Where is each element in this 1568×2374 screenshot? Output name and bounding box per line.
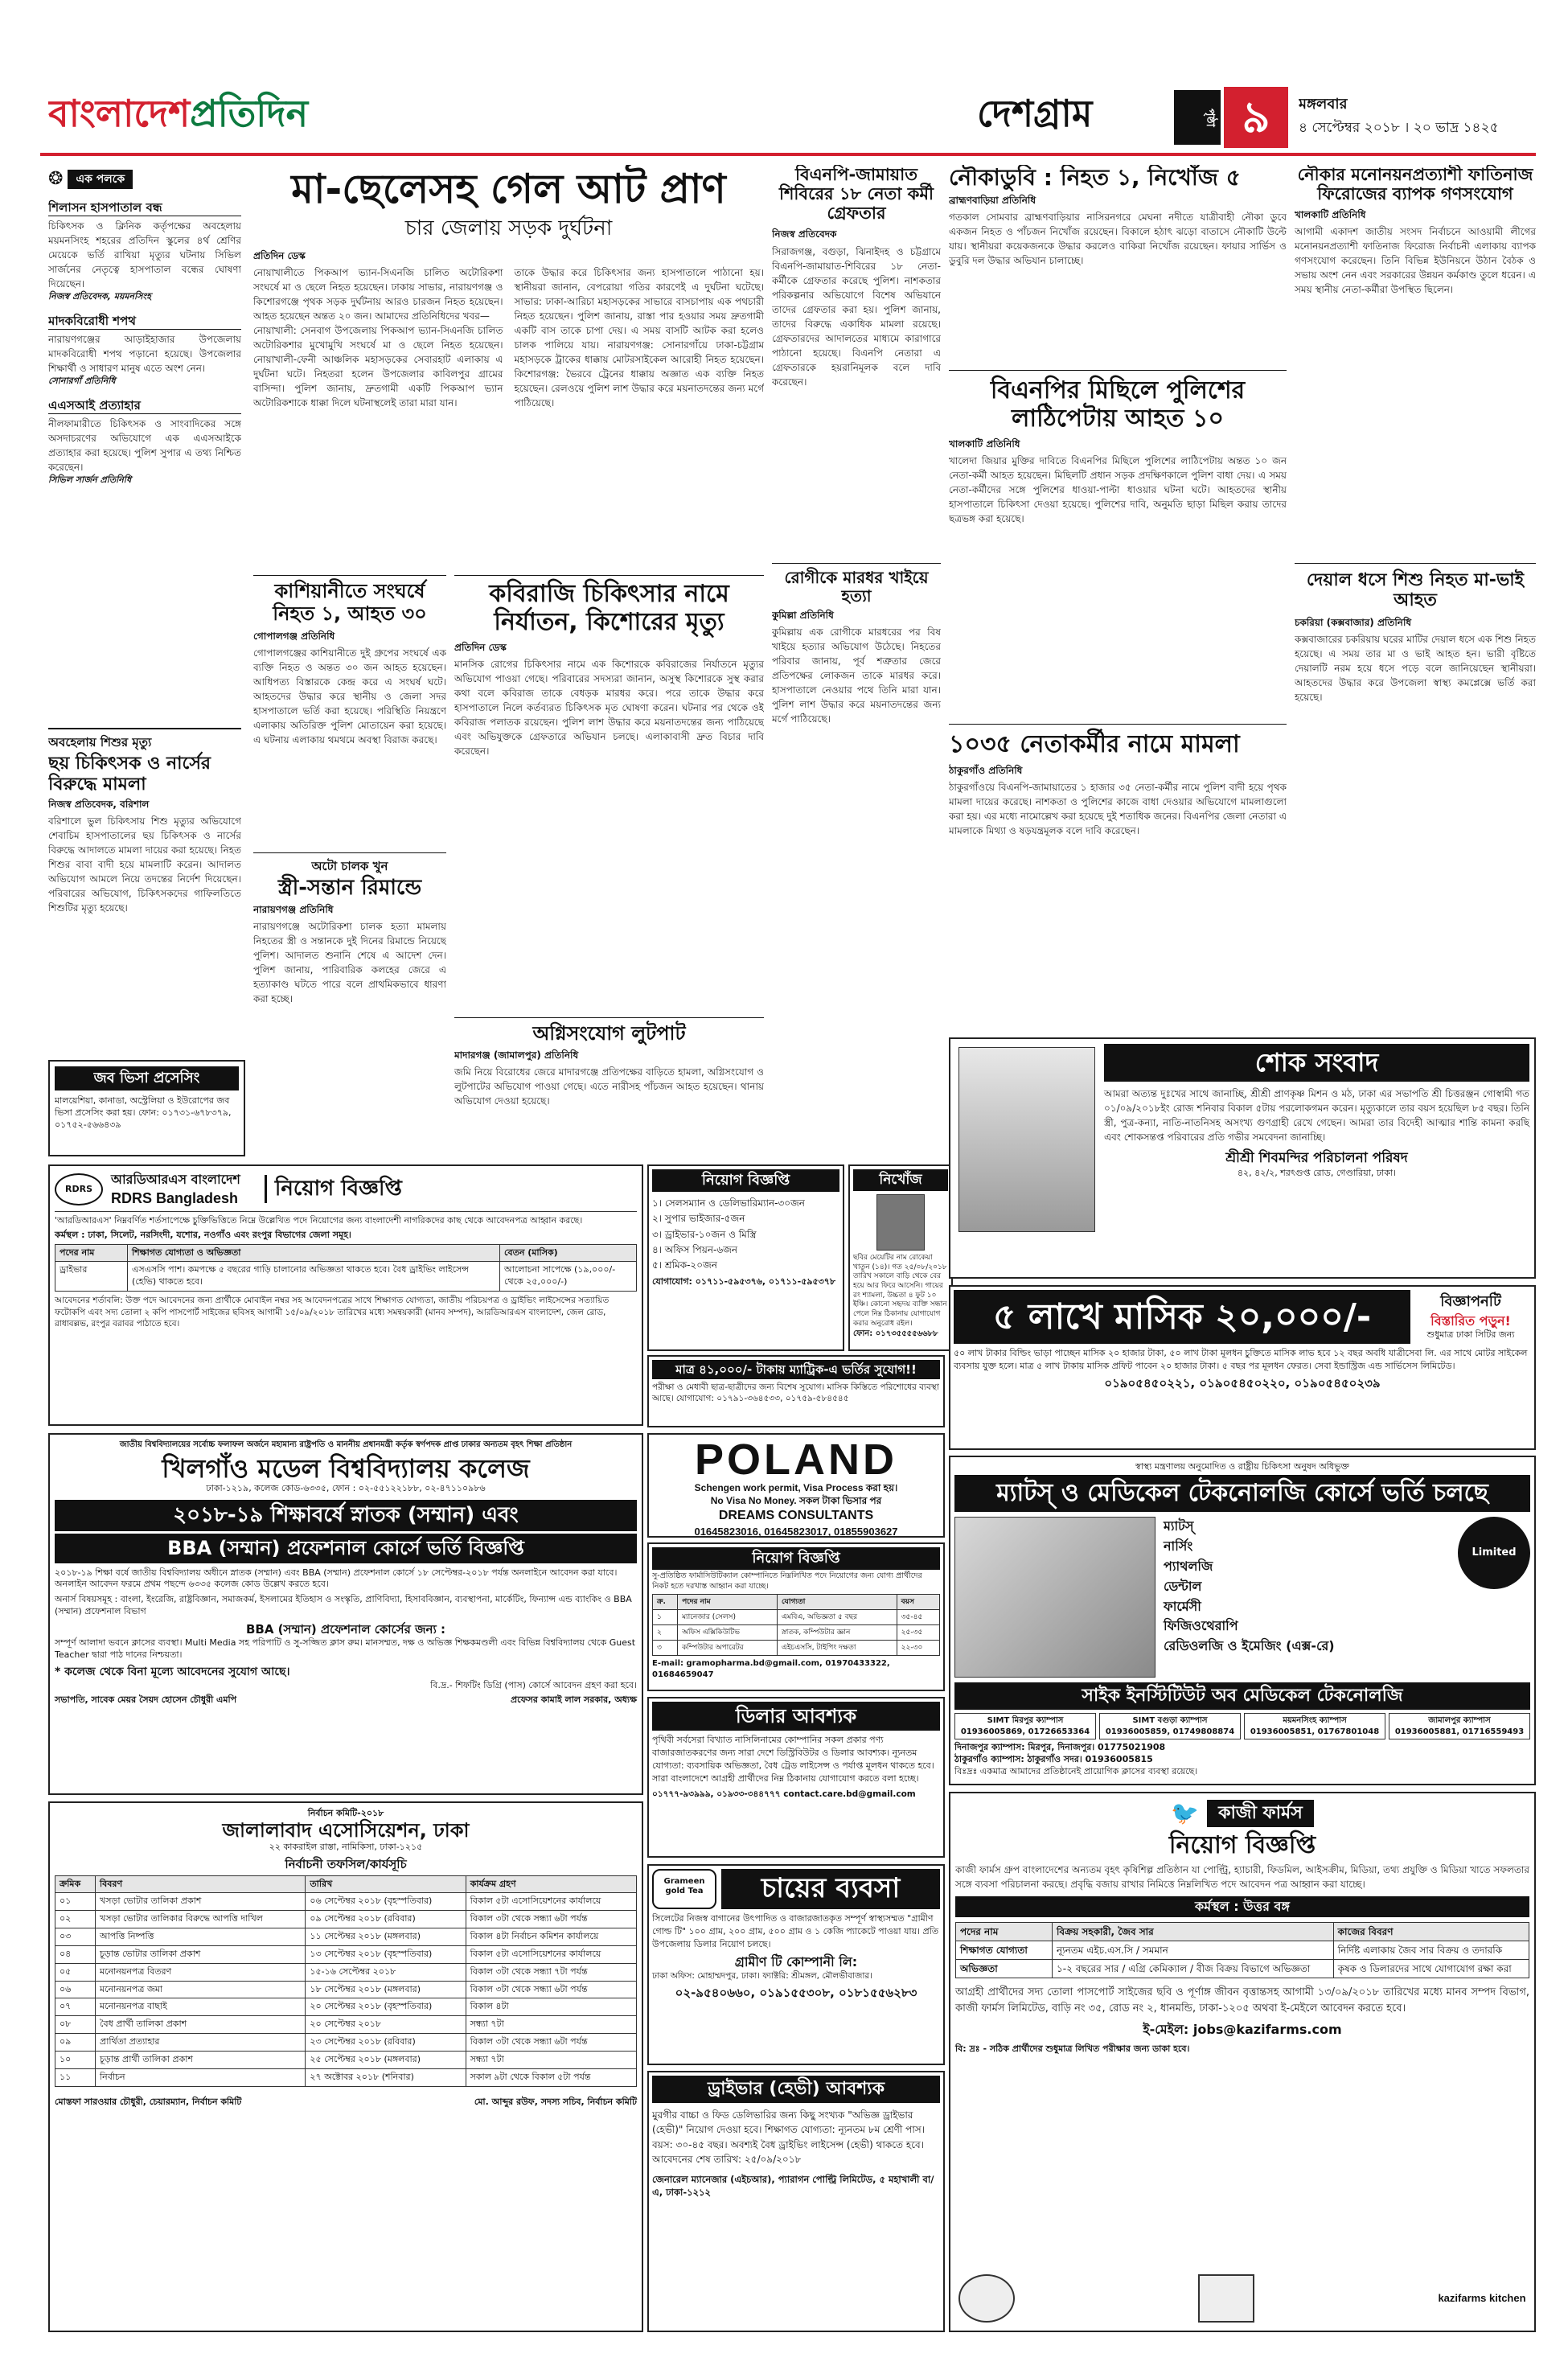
medical-photo xyxy=(954,1517,1155,1678)
boat-capsize-text: গতকাল সোমবার ব্রাহ্মণবাড়িয়ার নাসিরনগরে মেঘনা নদীতে যাত্রীবাহী নৌকা ডুবে একজন নিহত ও পাঁচজন নিখোঁজ রয়েছেন। বিকালে হঠাৎ ঝড়ো বাতাসে নৌকাটি উল্টে যায়। স্থানীয়রা কয়েকজনকে উদ্ধার করলেও বাকিরা নিখোঁজ রয়েছেন। ফায়ার সার্ভিস ও ডুবুরি দল উদ্ধার অভিযান চালাচ্ছে। xyxy=(949,212,1287,267)
medical-footer-3: বিঃদ্রঃ একমাত্র আমাদের প্রতিষ্ঠানেই প্রায়োগিক ক্লাসের ব্যবস্থা রয়েছে। xyxy=(954,1765,1198,1776)
recruit-table: ক্র. পদের নাম যোগ্যতা বয়স ১ ম্যানেজার (সেলস) এমবিএ, অভিজ্ঞতা ৫ বছর ৩৫-৪৫ ২ অফিস এক্সিকিউটিভ স্নাতক, কম্পিউটার জ্ঞান ২৫-৩৫ ৩ কম্পিউটার অপারেটর এইচএসসি, টাইপিং দক্ষতা ২২-৩০ xyxy=(652,1594,940,1657)
missing-title: নিখোঁজ xyxy=(853,1169,948,1191)
harassment-story xyxy=(1295,165,1536,559)
clash-text: গোপালগঞ্জের কাশিয়ানীতে দুই গ্রুপের সংঘর্ষে এক ব্যক্তি নিহত ও অন্তত ৩০ জন আহত হয়েছেন। আধিপত্য বিস্তারকে কেন্দ্র করে এ সংঘর্ষ ঘটে। আহতদের উদ্ধার করে স্থানীয় ও জেলা সদর হাসপাতালে ভর্তি করা হয়েছে। পরিস্থিতি নিয়ন্ত্রণে এলাকায় অতিরিক্ত পুলিশ মোতায়েন করা হয়েছে। এ ঘটনায় এলাকায় থমথমে অবস্থা বিরাজ করছে। xyxy=(253,647,446,746)
recruit-small-contact: যোগাযোগ: ০১৭১১-৫৯৫৩৭৬, ০১৭১১-৫৯৫৩৭৮ xyxy=(652,1276,836,1288)
arson-byline: মাদারগঞ্জ (জামালপুর) প্রতিনিধি xyxy=(454,1049,579,1061)
kazi-kitchen-logo: kazifarms kitchen xyxy=(1438,2292,1526,2305)
bnp-arrest-text: সিরাজগঞ্জ, বগুড়া, ঝিনাইদহ ও চট্টগ্রামে বিএনপি-জামায়াত-শিবিরের ১৮ নেতা-কর্মীকে গ্রেফতার করেছে পুলিশ। নাশকতার পরিকল্পনার অভিযোগে বিশেষ অভিযানে তাদের গ্রেফতার করা হয়। পুলিশ জানায়, তাদের বিরুদ্ধে একাধিক মামলা রয়েছে। গ্রেফতারদের আদালতের মাধ্যমে কারাগারে পাঠানো হয়েছে। বিএনপি নেতারা এ গ্রেফতারকে হয়রানিমূলক বলে দাবি করেছেন। xyxy=(772,245,941,388)
kazi-brand: কাজী ফার্মস xyxy=(1207,1800,1314,1827)
table-row: ০৬ মনোনয়নপত্র জমা ১৮ সেপ্টেম্বর ২০১৮ (মঙ্গলবার) বিকাল ৩টা থেকে সন্ধ্যা ৬টা পর্যন্ত xyxy=(55,1981,637,1998)
wall-collapse-byline: চকরিয়া (কক্সবাজার) প্রতিনিধি xyxy=(1295,616,1412,628)
rdrs-logo: RDRS xyxy=(55,1173,103,1205)
section-title: দেশগ্রাম xyxy=(977,92,1093,135)
neglect-headline: ছয় চিকিৎসক ও নার্সের বিরুদ্ধে মামলা xyxy=(48,754,211,795)
table-row: ১১ নির্বাচন ২৭ অক্টোবর ২০১৮ (শনিবার) সকাল ৯টা থেকে বিকাল ৫টা পর্যন্ত xyxy=(55,2068,637,2086)
issue-date: ৪ সেপ্টেম্বর ২০১৮ । ২০ ভাদ্র ১৪২৫ xyxy=(1299,120,1499,136)
kazi-intro: কাজী ফার্মস গ্রুপ বাংলাদেশের অন্যতম বৃহৎ কৃষিশিল্প প্রতিষ্ঠান যা পোল্ট্রি, হ্যাচারী, ফিডমিল, আইসক্রীম, মিডিয়া, তথ্য প্রযুক্তি ও মিডিয়া খাতে সফলতার সঙ্গে ব্যবসা পরিচালনা করছে। প্রবৃদ্ধি বজায় রাখার নিমিত্তে নিম্নলিখিত পদে আবেদন পত্র আহ্বান করা যাচ্ছে। xyxy=(955,1864,1529,1891)
college-name: খিলগাঁও মডেল বিশ্ববিদ্যালয় কলেজ xyxy=(162,1452,530,1484)
tea-ad xyxy=(647,1864,945,2065)
tea-company: গ্রামীণ টি কোম্পানী লি: xyxy=(734,1953,858,1969)
logo xyxy=(48,88,466,145)
rdrs-footer: আবেদনের শর্তাবলি: উক্ত পদে আবেদনের জন্য প্রার্থীকে মোবাইল নম্বর সহ আবেদনপত্রের সাথে শিক্ষাগত যোগ্যতা, জাতীয় পরিচয়পত্র ও ড্রাইভিং লাইসেন্সের সত্যায়িত ফটোকপি এবং সদ্য তোলা ২ কপি পাসপোর্ট সাইজের ছবিসহ আগামী ১৫/০৯/২০১৮ তারিখের মধ্যে সমন্বয়কারী (মানব সম্পদ), আরডিআরএস বাংলাদেশ, জেল রোড, রাধাবল্লভ, রংপুর বরাবর পাঠাতে হবে। xyxy=(55,1296,610,1329)
campus: ময়মনসিংহ ক্যাম্পাস 01936005851, 01767801048 xyxy=(1244,1713,1385,1739)
kazi-apply: আগ্রহী প্রার্থীদের সদ্য তোলা পাসপোর্ট সাইজের ছবি ও পূর্ণাঙ্গ জীবন বৃত্তান্তসহ আগামী ১৩/০৯/২০১৮ তারিখের মধ্যে মানব সম্পদ বিভাগ, কাজী ফার্মস লিমিটেড, বাড়ি নং ৩৫, রোড নং ২, ধানমন্ডি, ঢাকা-১২০৫ অথবা ই-মেইলে আবেদন করতে হবে। xyxy=(955,1986,1529,2015)
condolence-text: আমরা অত্যন্ত দুঃখের সাথে জানাচ্ছি, শ্রীশ্রী প্রাণকৃষ্ণ মিশন ও মঠ, ঢাকা এর সভাপতি শ্রী চিত্তরঞ্জন গোস্বামী গত ০১/০৯/২০১৮ইং রোজ শনিবার বিকাল ৫টায় পরলোকগমন করেন। মৃত্যুকালে তার বয়স হয়েছিল ৮৫ বছর। তিনি স্ত্রী, পুত্র-কন্যা, নাতি-নাতনিসহ অসংখ্য গুণগ্রাহী রেখে গেছেন। আমরা তার বিদেহী আত্মার শান্তি কামনা করছি এবং শোকসন্তপ্ত পরিবারের প্রতি গভীর সমবেদনা জানাচ্ছি। xyxy=(1104,1088,1529,1144)
college-body: ২০১৮-১৯ শিক্ষা বর্ষে জাতীয় বিশ্ববিদ্যালয় অধীনে স্নাতক (সম্মান) এবং BBA (সম্মান) প্রফেশনাল কোর্সে ১৮ সেপ্টেম্বর-২০১৮ পর্যন্ত অনলাইনে আবেদন করা যাবে। অনলাইন আবেদন ফরমে প্রথম পছন্দে ৬৩৩৫ কলেজ কোড উল্লেখ করতে হবে। xyxy=(55,1567,618,1590)
list-item: ফিজিওথেরাপি xyxy=(1164,1618,1238,1634)
kabiraj-byline: প্রতিদিন ডেস্ক xyxy=(454,642,507,653)
glance-column xyxy=(48,167,241,722)
election-address: ২২ কাকরাইল রাস্তা, নামিকিসা, ঢাকা-১২১৫ xyxy=(269,1842,423,1853)
main-byline: প্রতিদিন ডেস্ক xyxy=(253,249,306,261)
recruit-table-ad xyxy=(647,1542,945,1691)
missing-photo xyxy=(876,1194,925,1251)
driver-murder-headline: স্ত্রী-সন্তান রিমান্ডে xyxy=(277,876,422,901)
rdrs-title: নিয়োগ বিজ্ঞপ্তি xyxy=(265,1175,402,1203)
spiral-icon: ❂ xyxy=(48,169,64,190)
table-header: শিক্ষাগত যোগ্যতা ও অভিজ্ঞতা xyxy=(128,1244,500,1262)
bnp-arrest-byline: নিজস্ব প্রতিবেদক xyxy=(772,228,837,240)
kabiraj-text: মানসিক রোগের চিকিৎসার নামে এক কিশোরকে কবিরাজের নির্যাতনে মৃত্যুর অভিযোগ পাওয়া গেছে। পরিবারের সদস্যরা জানান, অসুস্থ কিশোরকে সুস্থ করার কথা বলে কবিরাজ তাকে বেধড়ক মারধর করে। পরে তাকে উদ্ধার করে হাসপাতালে নিলে কর্তব্যরত চিকিৎসক মৃত ঘোষণা করেন। ঘটনার পর থেকে ওই কবিরাজ পলাতক রয়েছেন। পুলিশ লাশ উদ্ধার করে ময়নাতদন্তের জন্য পাঠিয়েছে এবং অভিযুক্তকে গ্রেফতারে অভিযান চলছে। এলাকাবাসী দ্রুত বিচার দাবি করেছেন। xyxy=(454,659,764,758)
driver-ad-address: জেনারেল ম্যানেজার (এইচআর), প্যারাগন পোল্ট্রি লিমিটেড, ৫ মহাখালী বা/এ, ঢাকা-১২১২ xyxy=(652,2174,934,2198)
main-subhead: চার জেলায় সড়ক দুর্ঘটনা xyxy=(404,216,613,240)
list-item: প্যাথলজি xyxy=(1164,1558,1213,1574)
salary-big-side-1: বিজ্ঞাপনটি xyxy=(1440,1293,1501,1311)
boat-capsize-byline: ব্রাহ্মণবাড়িয়া প্রতিনিধি xyxy=(949,195,1036,207)
arson-text: জমি নিয়ে বিরোধের জেরে মাদারগঞ্জে প্রতিপক্ষের বাড়িতে হামলা, অগ্নিসংযোগ ও লুটপাটের অভিযোগ পাওয়া গেছে। এতে নারীসহ পাঁচজন আহত হয়েছেন। থানায় অভিযোগ দেওয়া হয়েছে। xyxy=(454,1066,764,1107)
glance-item-title: মাদকবিরোধী শপথ xyxy=(48,313,241,330)
salary-big-phones: ০১৯০৫৪৫০২২১, ০১৯০৫৪৫০২২০, ০১৯০৫৪৫০২৩৯ xyxy=(1104,1376,1381,1391)
list-item: ফার্মেসী xyxy=(1164,1598,1201,1614)
glance-item xyxy=(48,313,241,388)
election-kicker: নির্বাচন কমিটি-২০১৮ xyxy=(307,1808,384,1818)
wall-collapse-story xyxy=(1295,563,1536,1029)
driver-murder-kicker: অটো চালক খুন xyxy=(311,859,388,873)
college-note: * কলেজ থেকে বিনা মূল্যে আবেদনের সুযোগ আছে। xyxy=(55,1665,290,1678)
lathi-charge-story xyxy=(949,370,1287,716)
medical-institute: সাইক ইনস্টিটিউট অব মেডিকেল টেকনোলজি xyxy=(954,1682,1530,1710)
case-1035-story xyxy=(949,724,1287,1029)
bnp-arrest-headline: বিএনপি-জামায়াত শিবিরের ১৮ নেতা কর্মী গ্রেফতার xyxy=(778,165,934,224)
neglect-text: বরিশালে ভুল চিকিৎসায় শিশু মৃত্যুর অভিযোগে শেবাচিম হাসপাতালের ছয় চিকিৎসক ও নার্সের বিরুদ্ধে আদালতে মামলা দায়ের করা হয়েছে। নিহত শিশুর বাবা বাদী হয়ে মামলাটি করেন। আদালত অভিযোগ আমলে নিয়ে তদন্তের নির্দেশ দিয়েছেন। পরিবারের অভিযোগ, চিকিৎসকদের গাফিলতিতে শিশুটির মৃত্যু হয়েছে। xyxy=(48,815,241,914)
visa-ad xyxy=(48,1060,245,1156)
rdrs-org-bn: আরডিআরএস বাংলাদেশ xyxy=(111,1172,240,1187)
neglect-story xyxy=(48,728,241,1049)
kabiraj-headline: কবিরাজি চিকিৎসার নামে নির্যাতন, কিশোরের মৃত্যু xyxy=(489,580,729,636)
patient-killed-story xyxy=(772,563,941,1021)
table-row: ১০ চূড়ান্ত প্রার্থী তালিকা প্রকাশ ২৫ সেপ্টেম্বর ২০১৮ (মঙ্গলবার) সন্ধ্যা ৭টা xyxy=(55,2051,637,2068)
poland-line-1: Schengen work permit, Visa Process করা হয়। xyxy=(694,1482,898,1493)
table-row: ২ অফিস এক্সিকিউটিভ স্নাতক, কম্পিউটার জ্ঞান ২৫-৩৫ xyxy=(653,1625,940,1641)
list-item: ৫। শ্রমিক-২০জন xyxy=(652,1259,717,1271)
table-row: ০৪ চূড়ান্ত ভোটার তালিকা প্রকাশ ১৩ সেপ্টেম্বর ২০১৮ (বৃহস্পতিবার) বিকাল ৫টা এসোসিয়েশনের কার্যালয়ে xyxy=(55,1945,637,1963)
glance-label: ❂ এক পলকে xyxy=(48,167,241,191)
table-row: ০১ খসড়া ভোটার তালিকা প্রকাশ ০৬ সেপ্টেম্বর ২০১৮ (বৃহস্পতিবার) বিকাল ৫টা এসোসিয়েশনের কার্যালয়ে xyxy=(55,1893,637,1911)
neglect-kicker: অবহেলায় শিশুর মৃত্যু xyxy=(48,735,152,750)
medical-top: স্বাস্থ্য মন্ত্রণালয় অনুমোদিত ও রাষ্ট্রীয় চিকিৎসা অনুষদ অধিভুক্ত xyxy=(1135,1461,1349,1472)
list-item: ৩। ড্রাইভার-১০জন ও মিস্ত্রি xyxy=(652,1228,757,1240)
glance-item xyxy=(48,199,241,303)
kazi-workplace: কর্মস্থল : উত্তর বঙ্গ xyxy=(955,1896,1529,1917)
table-row: ০২ খসড়া ভোটার তালিকার বিরুদ্ধে আপত্তি দাখিল ০৯ সেপ্টেম্বর ২০১৮ (রবিবার) বিকাল ৩টা থেকে সন্ধ্যা ৬টা পর্যন্ত xyxy=(55,1911,637,1928)
kabiraj-story xyxy=(454,575,764,1009)
boat-capsize-headline: নৌকাডুবি : নিহত ১, নিখোঁজ ৫ xyxy=(949,165,1241,191)
table-row: ০৮ বৈধ প্রার্থী তালিকা প্রকাশ ২০ সেপ্টেম্বর ২০১৮ সন্ধ্যা ৭টা xyxy=(55,2016,637,2034)
driver-murder-text: নারায়ণগঞ্জে অটোরিকশা চালক হত্যা মামলায় নিহতের স্ত্রী ও সন্তানকে দুই দিনের রিমান্ডে নিয়েছে পুলিশ। আদালত শুনানি শেষে এ আদেশ দেন। পুলিশ জানায়, পারিবারিক কলহের জেরে এ হত্যাকাণ্ড ঘটতে পারে বলে প্রাথমিকভাবে ধারণা করা হচ্ছে। xyxy=(253,921,446,1005)
rdrs-table xyxy=(55,1244,637,1292)
condolence-sign: শ্রীশ্রী শিবমন্দির পরিচালনা পরিষদ xyxy=(1225,1150,1408,1167)
glance-item xyxy=(48,397,241,487)
recruit-table-contact: E-mail: gramopharma.bd@gmail.com, 01970433322, 01684659047 xyxy=(652,1659,890,1679)
kazi-table: পদের নাম বিক্রয় সহকারী, জৈব সার কাজের বিবরণ শিক্ষাগত যোগ্যতা ন্যূনতম এইচ.এস.সি / সমমান নির্দিষ্ট এলাকায় জৈব সার বিক্রয় ও তদারকি অভিজ্ঞতা ১-২ বছরের সার / এগ্রি কেমিক্যাল / বীজ বিক্রয় বিভাগে অভিজ্ঞতা কৃষক ও ডিলারদের সাথে যোগাযোগ রক্ষা করা xyxy=(955,1922,1529,1979)
condolence-address: ৪২, ৪২/২, শরৎগুপ্ত রোড, গেণ্ডারিয়া, ঢাকা। xyxy=(1237,1168,1397,1179)
election-sign-right: মো. আব্দুর রউফ, সদস্য সচিব, নির্বাচন কমিটি xyxy=(474,2096,637,2107)
lathi-charge-text: খালেদা জিয়ার মুক্তির দাবিতে বিএনপির মিছিলে পুলিশের লাঠিপেটায় অন্তত ১০ জন নেতা-কর্মী আহত হয়েছেন। মিছিলটি প্রধান সড়ক প্রদক্ষিণকালে পুলিশ বাধা দেয়। এ সময় নেতা-কর্মীদের সঙ্গে পুলিশের ধাওয়া-পাল্টা ধাওয়ার ঘটনা ঘটে। আহতদের স্থানীয় হাসপাতালে চিকিৎসা দেওয়া হয়েছে। পুলিশের দাবি, অনুমতি ছাড়া মিছিল করায় তাদের ছত্রভঙ্গ করা হয়েছে। xyxy=(949,455,1287,525)
clash-byline: গোপালগঞ্জ প্রতিনিধি xyxy=(253,630,335,643)
college-sign-left: সভাপতি, সাবেক মেয়র সৈয়দ হোসেন চৌধুরী এমপি xyxy=(55,1694,237,1705)
clash-story xyxy=(253,575,446,844)
glance-item-byline: সোনারগাঁ প্রতিনিধি xyxy=(48,376,116,387)
table-header: বেতন (মাসিক) xyxy=(500,1244,637,1262)
tea-address: ঢাকা অফিস: মোহাম্মদপুর, ঢাকা। ফ্যাক্টরি: শ্রীমঙ্গল, মৌলভীবাজার। xyxy=(652,1971,872,1982)
dealer-contact: ০১৭৭৭-৯৩৯৯৯, ০১৯৩৩-৩৪৪৭৭৭ contact.care.bd@gmail.com xyxy=(652,1789,916,1800)
list-item: ১। সেলসম্যান ও ডেলিভারিম্যান-৩০জন xyxy=(652,1197,805,1210)
recruit-table-title: নিয়োগ বিজ্ঞপ্তি xyxy=(652,1547,940,1570)
salary-big-ad xyxy=(949,1285,1536,1450)
rdrs-workplace: কর্মস্থল : ঢাকা, সিলেট, নরসিংদী, যশোর, নওগাঁও এবং রংপুর বিভাগের জেলা সমূহ। xyxy=(55,1229,351,1240)
college-note-2: বি.দ্র.- শিফটিং ডিগ্রি (পাস) কোর্সে আবেদন গ্রহণ করা হবে। xyxy=(430,1679,637,1690)
salary-big-body: ৫০ লাখ টাকার বিল্ডিং ভাড়া পাচ্ছেন মাসিক ২০ হাজার টাকা, ৫০ লাখ টাকা মূলধন চুক্তিতে মাসিক লাভ হবে ১২ বছর অবধি যাত্রীসেবা লি. এর সাথে মোটর সাইকেল ব্যবসায় যুক্ত হলে। মাত্র ৫ লাখ টাকায় মাসিক প্রফিট পাবেন ২০ হাজার টাকা। ৫ বছর পর মূলধন ফেরত। সেবা ইন্ডাস্ট্রিজ এন্ড সার্ভিসেস লিমিটেড। xyxy=(954,1348,1528,1372)
college-sign-right: প্রফেসর কামাই লাল সরকার, অধ্যক্ষ xyxy=(510,1694,637,1705)
college-band-1: ২০১৮-১৯ শিক্ষাবর্ষে স্নাতক (সম্মান) এবং xyxy=(55,1500,637,1531)
dealer-text: পৃথিবী সর্বসেরা বিখ্যাত নাসিলিনামের কোম্পানির সকল প্রকার পণ্য বাজারজাতকরণের জন্য সারা দেশে ডিস্ট্রিবিউটর ও ডিলার আবশ্যক। ন্যূনতম যোগ্যতা: ব্যবসায়িক অভিজ্ঞতা, বৈধ ট্রেড লাইসেন্স ও পর্যাপ্ত মূলধন থাকতে হবে। সারা বাংলাদেশে আগ্রহী প্রার্থীদের নিম্ন ঠিকানায় যোগাযোগ করতে বলা হচ্ছে। xyxy=(652,1735,934,1785)
matric-ad xyxy=(647,1355,945,1427)
tea-title: চায়ের ব্যবসা xyxy=(721,1869,940,1909)
glance-item-byline: সিভিল সার্জন প্রতিনিধি xyxy=(48,474,132,486)
case-1035-headline: ১০৩৫ নেতাকর্মীর নামে মামলা xyxy=(949,730,1240,758)
matric-headline: মাত্র ৪১,০০০/- টাকায় ম্যাট্রিক-এ ভর্তির সুযোগ!! xyxy=(652,1360,940,1379)
missing-ad xyxy=(848,1164,953,1351)
kazi-note: বি: দ্রঃ - সঠিক প্রার্থীদের শুধুমাত্র লিখিত পরীক্ষার জন্য ডাকা হবে। xyxy=(955,2043,1190,2055)
boat-capsize-story xyxy=(949,165,1287,366)
main-col-2: তাকে উদ্ধার করে চিকিৎসার জন্য হাসপাতালে পাঠানো হয়। স্থানীয়রা জানান, বেপরোয়া গতির কারণেই এ দুর্ঘটনা ঘটেছে। সাভার: ঢাকা-আরিচা মহাসড়কের সাভারে বাসচাপায় এক পথচারী নিহত হয়েছেন। পুলিশ জানায়, রাস্তা পার হওয়ার সময় দ্রুতগামী একটি বাস তাকে চাপা দেয়। এ সময় বাসটি আটক করা হলেও চালক পালিয়ে যায়। নারায়ণগঞ্জ: সোনারগাঁয়ে ঢাকা-চট্টগ্রাম মহাসড়কে ট্রাকের ধাক্কায় মোটরসাইকেল আরোহী নিহত হয়েছেন। কিশোরগঞ্জ: ভৈরবে ট্রেনের ধাক্কায় অজ্ঞাত এক ব্যক্তি নিহত হয়েছেন। রেলওয়ে পুলিশ লাশ উদ্ধার করে ময়নাতদন্তের জন্য মর্গে পাঠিয়েছে। xyxy=(514,266,764,409)
arson-headline: অগ্নিসংযোগ লুটপাট xyxy=(532,1022,686,1045)
wall-collapse-headline: দেয়াল ধসে শিশু নিহত মা-ভাই আহত xyxy=(1306,570,1525,611)
list-item: ম্যাটস্ xyxy=(1164,1518,1194,1534)
medical-ad xyxy=(949,1456,1536,1785)
driver-murder-story xyxy=(253,852,446,1158)
weekday: মঙ্গলবার xyxy=(1299,96,1348,113)
medical-title: ম্যাটস্ ও মেডিকেল টেকনোলজি কোর্সে ভর্তি চলছে xyxy=(954,1475,1530,1513)
election-sign-left: মোস্তফা সারওয়ার চৌধুরী, চেয়ারম্যান, নির্বাচন কমিটি xyxy=(55,2096,242,2107)
harassment-text: আগামী একাদশ জাতীয় সংসদ নির্বাচনে আওয়ামী লীগের মনোনয়নপ্রত্যাশী ফাতিনাজ ফিরোজ নির্বাচনী এলাকায় ব্যাপক গণসংযোগ করেছেন। তিনি বিভিন্ন ইউনিয়নে উঠান বৈঠক ও সভায় অংশ নেন এবং সরকারের উন্নয়ন কর্মকাণ্ড তুলে ধরেন। এ সময় স্থানীয় নেতা-কর্মীরা উপস্থিত ছিলেন। xyxy=(1295,226,1536,296)
table-row: ০৩ আপত্তি নিষ্পত্তি ১১ সেপ্টেম্বর ২০১৮ (মঙ্গলবার) বিকাল ৪টা নির্বাচন কমিশন কার্যালয়ে xyxy=(55,1928,637,1946)
kazi-email: ই-মেইল: jobs@kazifarms.com xyxy=(1143,2022,1342,2038)
college-bba-title: BBA (সম্মান) প্রফেশনাল কোর্সের জন্য : xyxy=(245,1622,446,1637)
table-row: ০৯ প্রার্থিতা প্রত্যাহার ২৩ সেপ্টেম্বর ২০১৮ (রবিবার) বিকাল ৩টা থেকে সন্ধ্যা ৬টা পর্যন্ত xyxy=(55,2034,637,2052)
driver-ad xyxy=(647,2071,945,2332)
college-bba-text: সম্পূর্ণ আলাদা ভবনে ক্লাসের ব্যবস্থা। Multi Media সহ পরিপাটি ও সু-সজ্জিত ক্লাস রুম। মানসম্মত, দক্ষ ও অভিজ্ঞ শিক্ষকমণ্ডলী এবং বিভিন্ন বিশ্ববিদ্যালয় থেকে Guest Teacher দ্বারা পাঠ দানের নিশ্চয়তা। xyxy=(55,1637,636,1661)
main-col-1: নোয়াখালীতে পিকআপ ভ্যান-সিএনজি চালিত অটোরিকশা সংঘর্ষে মা ও ছেলে নিহত হয়েছেন। ঢাকায় সাভার, নারায়ণগঞ্জ ও কিশোরগঞ্জে পৃথক সড়ক দুর্ঘটনায় আরও চারজন নিহত হয়েছেন। আহত হয়েছেন অন্তত ২০ জন। আমাদের প্রতিনিধিদের খবর— নোয়াখালী: সেনবাগ উপজেলায় পিকআপ ভ্যান-সিএনজি চালিত অটোরিকশার মুখোমুখি সংঘর্ষে মা ও ছেলে নিহত হয়েছেন। নোয়াখালী-ফেনী আঞ্চলিক মহাসড়কের সেবারহাট এলাকায় এ দুর্ঘটনা ঘটে। নিহতরা হলেন উপজেলার কাবিলপুর গ্রামের বাসিন্দা। পুলিশ জানায়, দ্রুতগামী একটি পিকআপ ভ্যান অটোরিকশাকে ধাক্কা দিলে ঘটনাস্থলেই তারা মারা যান। xyxy=(253,266,503,409)
college-address: ঢাকা-১২১৯, কলেজ কোড-৬৩৩৫, ফোন : ০২-৫৫১২২১৮৮, ০২-৪৭১১০৯৮৬ xyxy=(206,1483,486,1494)
wall-collapse-text: কক্সবাজারের চকরিয়ায় ঘরের মাটির দেয়াল ধসে এক শিশু নিহত হয়েছে। এ সময় তার মা ও ভাই আহত হন। ভারী বৃষ্টিতে দেয়ালটি নরম হয়ে ধসে পড়ে বলে জানিয়েছেন স্থানীয়রা। আহতদের উদ্ধার করে উপজেলা স্বাস্থ্য কমপ্লেক্সে ভর্তি করা হয়েছে। xyxy=(1295,633,1536,703)
badge-icon-center xyxy=(1198,2274,1254,2323)
driver-murder-byline: নারায়ণগঞ্জ প্রতিনিধি xyxy=(253,904,334,916)
dealer-ad xyxy=(647,1697,945,1858)
tea-brand-logo: Grameen gold Tea xyxy=(652,1869,716,1909)
glance-item-text: চিকিৎসক ও ক্লিনিক কর্তৃপক্ষের অবহেলায় ময়মনসিংহ শহরের প্রতিদিন স্কুলের ৪র্থ শ্রেণির মেয়েকে ভর্তি রাখিয়া মৃত্যুর ঘটনায় সিভিল সার্জনের নেতৃত্বে হাসপাতাল বন্ধের ঘোষণা দিয়েছেন। xyxy=(48,220,241,290)
case-1035-byline: ঠাকুরগাঁও প্রতিনিধি xyxy=(949,764,1023,776)
campus: SIMT বগুড়া ক্যাম্পাস 01936005859, 01749808874 xyxy=(1099,1713,1241,1739)
main-headline: মা-ছেলেসহ গেল আট প্রাণ xyxy=(291,166,726,212)
list-item: রেডিওলজি ও ইমেজিং (এক্স-রে) xyxy=(1164,1638,1335,1654)
patient-killed-byline: কুমিল্লা প্রতিনিধি xyxy=(772,610,834,621)
glance-item-title: শিলাসন হাসপাতাল বন্ধ xyxy=(48,199,241,216)
tea-text: সিলেটের নিজস্ব বাগানের উৎপাদিত ও বাজারজাতকৃত সম্পূর্ণ স্বাস্থ্যসম্মত "গ্রামীণ গোল্ড টি" ১০০ গ্রাম, ২০০ গ্রাম, ৫০০ গ্রাম ও ১ কেজি প্যাকেটে পাওয়া যায়। প্রতি উপজেলায় ডিলার নিয়োগ চলছে। xyxy=(652,1913,939,1949)
logo-part-1: বাংলাদেশ xyxy=(48,92,191,135)
medical-footer-1: দিনাজপুর ক্যাম্পাস: মিরপুর, দিনাজপুর। 01775021908 xyxy=(954,1742,1166,1753)
poland-line-2: No Visa No Money. সকল টাকা ভিসার পর xyxy=(710,1495,882,1507)
glance-item-text: নারায়ণগঞ্জের আড়াইহাজার উপজেলায় মাদকবিরোধী শপথ পড়ানো হয়েছে। উপজেলার শিক্ষার্থী ও সাধারণ মানুষ এতে অংশ নেন। xyxy=(48,334,241,375)
salary-big-headline: ৫ লাখে মাসিক ২০,০০০/- xyxy=(954,1290,1410,1344)
recruit-small-ad xyxy=(647,1164,844,1351)
matric-text: পরীক্ষা ও মেধাবী ছাত্র-ছাত্রীদের জন্য বিশেষ সুযোগ। মাসিক কিস্তিতে পরিশোধের ব্যবস্থা আছে। যোগাযোগ: ০১৭৯১-৩৬৪৫৩৩, ০১৭৫৯-৫৮৪৫৪৫ xyxy=(652,1382,939,1404)
table-row: অভিজ্ঞতা ১-২ বছরের সার / এগ্রি কেমিক্যাল / বীজ বিক্রয় বিভাগে অভিজ্ঞতা কৃষক ও ডিলারদের সাথে যোগাযোগ রক্ষা করা xyxy=(956,1960,1529,1978)
page-number: ৯ xyxy=(1224,87,1288,148)
table-row: ড্রাইভার এসএসসি পাশ। কমপক্ষে ৫ বছরের গাড়ি চালানোর অভিজ্ঞতা থাকতে হবে। বৈধ ড্রাইভিং লাইসেন্স (হেভি) থাকতে হবে। আলোচনা সাপেক্ষে (১৯,০০০/- থেকে ২৫,০০০/-) xyxy=(55,1262,637,1292)
rdrs-org-en: RDRS Bangladesh xyxy=(111,1189,239,1206)
college-top: জাতীয় বিশ্ববিদ্যালয়ের সর্বোচ্চ ফলাফল অর্জনে মহামান্য রাষ্ট্রপতি ও মাননীয় প্রধানমন্ত্রী কর্তৃক স্বর্ণপদক প্রাপ্ত ঢাকার অন্যতম বৃহৎ শিক্ষা প্রতিষ্ঠান xyxy=(119,1440,573,1449)
list-item: ডেন্টাল xyxy=(1164,1578,1202,1594)
arson-story xyxy=(454,1017,764,1158)
lathi-charge-byline: খালকাটি প্রতিনিধি xyxy=(949,438,1020,450)
table-row: ০৭ মনোনয়নপত্র বাছাই ২০ সেপ্টেম্বর ২০১৮ (বৃহস্পতিবার) বিকাল ৪টা xyxy=(55,1998,637,2016)
campus: জামালপুর ক্যাম্পাস 01936005881, 01716559493 xyxy=(1389,1713,1530,1739)
poland-company: DREAMS CONSULTANTS xyxy=(718,1509,874,1523)
neglect-byline: নিজস্ব প্রতিবেদক, বরিশাল xyxy=(48,798,150,810)
recruit-small-list xyxy=(652,1196,839,1273)
page-label: পৃষ্ঠা xyxy=(1174,90,1221,145)
dealer-title: ডিলার আবশ্যক xyxy=(652,1702,940,1731)
missing-text: ছবির মেয়েটির নাম রোকেয়া খাতুন (১৪)। গত ২৫/০৮/২০১৮ তারিখ সকালে বাড়ি থেকে বের হয়ে আর ফিরে আসেনি। গায়ের রং শ্যামলা, উচ্চতা ৪ ফুট ১০ ইঞ্চি। কোনো সহৃদয় ব্যক্তি সন্ধান পেলে নিম্ন ঠিকানায় যোগাযোগ করার অনুরোধ রইল। xyxy=(853,1253,947,1328)
list-item: ২। সুপার ভাইজার-৫জন xyxy=(652,1213,745,1225)
glance-item-title: এএসআই প্রত্যাহার xyxy=(48,397,241,414)
harassment-byline: খালকাটি প্রতিনিধি xyxy=(1295,209,1366,221)
case-1035-text: ঠাকুরগাঁওয়ে বিএনপি-জামায়াতের ১ হাজার ৩৫ নেতা-কর্মীর নামে পুলিশ বাদী হয়ে পৃথক মামলা দায়ের করেছে। নাশকতা ও পুলিশের কাজে বাধা দেওয়ার অভিযোগে মামলাগুলো করা হয়। এর মধ্যে নামোল্লেখ করা হয়েছে দুই শতাধিক জনের। বিএনপির জেলা নেতারা এ মামলাকে মিথ্যা ও ষড়যন্ত্রমূলক বলে দাবি করেছেন। xyxy=(949,781,1287,836)
election-table: ক্রমিক বিবরণ তারিখ কার্যক্রম গ্রহণ ০১ খসড়া ভোটার তালিকা প্রকাশ ০৬ সেপ্টেম্বর ২০১৮ (বৃহস্পতিবার) বিকাল ৫টা এসোসিয়েশনের কার্যালয়ে ০২ খসড়া ভোটার তালিকার বিরুদ্ধে আপত্তি দাখিল ০৯ সেপ্টেম্বর ২০১৮ (রবিবার) বিকাল ৩টা থেকে সন্ধ্যা ৬টা পর্যন্ত ০৩ আপত্তি নিষ্পত্তি ১১ সেপ্টেম্বর ২০১৮ (মঙ্গলবার) বিকাল ৪টা নির্বাচন কমিশন কার্যালয়ে ০৪ চূড়ান্ত ভোটার তালিকা প্রকাশ ১৩ সেপ্টেম্বর ২০১৮ (বৃহস্পতিবার) বিকাল ৫টা এসোসিয়েশনের কার্যালয়ে ০৫ মনোনয়নপত্র বিতরণ ১৫-১৬ সেপ্টেম্বর ২০১৮ বিকাল ৩টা থেকে সন্ধ্যা ৭টা পর্যন্ত ০৬ মনোনয়নপত্র জমা ১৮ সেপ্টেম্বর ২০১৮ (মঙ্গলবার) বিকাল ৩টা থেকে সন্ধ্যা ৬টা পর্যন্ত ০৭ মনোনয়নপত্র বাছাই ২০ সেপ্টেম্বর ২০১৮ (বৃহস্পতিবার) বিকাল ৪টা ০৮ বৈধ প্রার্থী তালিকা প্রকাশ ২০ সেপ্টেম্বর ২০১৮ সন্ধ্যা ৭টা ০৯ প্রার্থিতা প্রত্যাহার ২৩ সেপ্টেম্বর ২০১৮ (রবিবার) বিকাল ৩টা থেকে সন্ধ্যা ৬টা পর্যন্ত ১০ চূড়ান্ত প্রার্থী তালিকা প্রকাশ ২৫ সেপ্টেম্বর ২০১৮ (মঙ্গলবার) সন্ধ্যা ৭টা ১১ নির্বাচন ২৭ অক্টোবর ২০১৮ (শনিবার) সকাল ৯টা থেকে বিকাল ৫টা পর্যন্ত xyxy=(55,1875,637,2087)
patient-killed-headline: রোগীকে মারধর খাইয়ে হত্যা xyxy=(784,568,929,606)
college-band-2: BBA (সম্মান) প্রফেশনাল কোর্সে ভর্তি বিজ্ঞপ্তি xyxy=(55,1534,637,1563)
table-row: শিক্ষাগত যোগ্যতা ন্যূনতম এইচ.এস.সি / সমমান নির্দিষ্ট এলাকায় জৈব সার বিক্রয় ও তদারকি xyxy=(956,1941,1529,1960)
badge-icon-left xyxy=(958,2274,1015,2323)
condolence-ad xyxy=(949,1037,1536,1279)
election-subtitle: নির্বাচনী তফসিল/কার্যসূচি xyxy=(285,1857,407,1872)
tea-phones: ০২-৯৫৪০৬৬০, ০১৯১৫৫৩০৮, ০১৮১৫৫৬২৮৩ xyxy=(675,1985,917,2000)
medical-course-list xyxy=(1164,1517,1450,1678)
campus: SIMT মিরপুর ক্যাম্পাস 01936005869, 01726653364 xyxy=(954,1713,1096,1739)
clash-headline: কাশিয়ানীতে সংঘর্ষে নিহত ১, আহত ৩০ xyxy=(273,580,427,625)
list-item: ৪। অফিস পিয়ন-৬জন xyxy=(652,1243,738,1255)
glance-item-byline: নিজস্ব প্রতিবেদক, ময়মনসিংহ xyxy=(48,291,151,302)
college-subjects: অনার্স বিষয়সমূহ : বাংলা, ইংরেজি, রাষ্ট্রবিজ্ঞান, সমাজকর্ম, ইসলামের ইতিহাস ও সংস্কৃতি, প্রাণিবিদ্যা, হিসাববিজ্ঞান, ব্যবস্থাপনা, মার্কেটিং, ফিন্যান্স এন্ড ব্যাংকিং ও BBA (সম্মান) প্রফেশনাল বিভাগ xyxy=(55,1594,632,1617)
table-row: ০৫ মনোনয়নপত্র বিতরণ ১৫-১৬ সেপ্টেম্বর ২০১৮ বিকাল ৩টা থেকে সন্ধ্যা ৭টা পর্যন্ত xyxy=(55,1963,637,1981)
poland-phones: 01645823016, 01645823017, 01855903627 xyxy=(694,1525,898,1538)
poland-ad xyxy=(647,1433,945,1538)
table-header: পদের নাম xyxy=(55,1244,128,1262)
rdrs-intro: 'আরডিআরএস' নিম্নবর্ণিত শর্তসাপেক্ষে চুক্তিভিত্তিতে নিম্নে উল্লেখিত পদে নিয়োগের জন্য বাংলাদেশী নাগরিকদের কাছ থেকে আবেদনপত্র আহ্বান করছে। xyxy=(55,1214,583,1226)
recruit-table-intro: সু-প্রতিষ্ঠিত ফার্মাসিউটিক্যাল কোম্পানিতে নিম্নলিখিত পদে নিয়োগের জন্য যোগ্য প্রার্থীদের নিকট হতে দরখাস্ত আহ্বান করা যাচ্ছে। xyxy=(652,1571,922,1592)
limited-seats-badge: Limited Seats xyxy=(1458,1517,1530,1589)
driver-ad-text: মুরগীর বাচ্চা ও ফিড ডেলিভারির জন্য কিছু সংখ্যক "অভিজ্ঞ ড্রাইভার (হেভী)" নিয়োগ দেওয়া হবে। শিক্ষাগত যোগ্যতা: ন্যূনতম ৮ম শ্রেণী পাস। বয়স: ৩০-৪৫ বছর। অবশ্যই বৈধ ড্রাইভিং লাইসেন্স (হেভী) থাকতে হবে। আবেদনের শেষ তারিখ: ২৫/০৯/২০১৮ xyxy=(652,2109,926,2166)
table-row: ১ ম্যানেজার (সেলস) এমবিএ, অভিজ্ঞতা ৫ বছর ৩৫-৪৫ xyxy=(653,1610,940,1625)
rdrs-ad xyxy=(48,1164,643,1426)
college-ad xyxy=(48,1433,643,1795)
lathi-charge-headline: বিএনপির মিছিলে পুলিশের লাঠিপেটায় আহত ১০ xyxy=(990,376,1246,433)
election-org: জালালাবাদ এসোসিয়েশন, ঢাকা xyxy=(222,1818,470,1842)
masthead xyxy=(0,0,1568,165)
recruit-small-title: নিয়োগ বিজ্ঞপ্তি xyxy=(652,1169,839,1192)
list-item: নার্সিং xyxy=(1164,1538,1193,1555)
harassment-headline: নৌকার মনোনয়নপ্রত্যাশী ফাতিনাজ ফিরোজের ব্যাপক গণসংযোগ xyxy=(1297,165,1533,204)
visa-ad-title: জব ভিসা প্রসেসিং xyxy=(55,1066,239,1090)
missing-contact: ফোন: ০১৭৩৫৫৫৫৬৬৮৮ xyxy=(853,1329,938,1339)
table-row: ৩ কম্পিউটার অপারেটর এইচএসসি, টাইপিং দক্ষতা ২২-৩০ xyxy=(653,1641,940,1656)
main-story xyxy=(253,165,764,567)
poland-title: POLAND xyxy=(695,1435,897,1484)
driver-ad-title: ড্রাইভার (হেভী) আবশ্যক xyxy=(652,2076,940,2103)
logo-part-2: প্রতিদিন xyxy=(190,92,309,135)
kazi-title: নিয়োগ বিজ্ঞপ্তি xyxy=(1168,1830,1316,1859)
condolence-photo xyxy=(958,1047,1095,1232)
visa-ad-text: মালয়েশিয়া, কানাডা, অস্ট্রেলিয়া ও ইউরোপের জব ভিসা প্রসেসিং করা হয়। ফোন: ০১৭৩১-৬৭৮৩৭৯, ০১৭৫২-৫৬৬৪৩৯ xyxy=(55,1095,232,1130)
bird-icon: 🐦 xyxy=(1171,1800,1200,1826)
election-ad xyxy=(48,1801,643,2332)
condolence-title: শোক সংবাদ xyxy=(1104,1044,1529,1082)
kazi-ad xyxy=(949,1792,1536,2332)
patient-killed-text: কুমিল্লায় এক রোগীকে মারধরের পর বিষ খাইয়ে হত্যার অভিযোগ উঠেছে। নিহতের পরিবার জানায়, পূর্ব শত্রুতার জেরে প্রতিপক্ষের লোকজন তাকে মারধর করে। হাসপাতালে নেওয়ার পথে তিনি মারা যান। পুলিশ লাশ উদ্ধার করে ময়নাতদন্তের জন্য মর্গে পাঠিয়েছে। xyxy=(772,626,941,725)
glance-item-text: নীলফামারীতে চিকিৎসক ও সাংবাদিকের সঙ্গে অসদাচরণের অভিযোগে এক এএসআইকে প্রত্যাহার করা হয়েছে। পুলিশ সুপার এ তথ্য নিশ্চিত করেছেন। xyxy=(48,418,241,474)
salary-big-side-2: বিস্তারিত পড়ুন! xyxy=(1430,1312,1511,1329)
salary-big-side-3: শুধুমাত্র ঢাকা সিটির জন্য xyxy=(1426,1329,1515,1341)
medical-footer-2: ঠাকুরগাঁও ক্যাম্পাস: ঠাকুরগাঁও সদর। 01936005815 xyxy=(954,1753,1153,1764)
